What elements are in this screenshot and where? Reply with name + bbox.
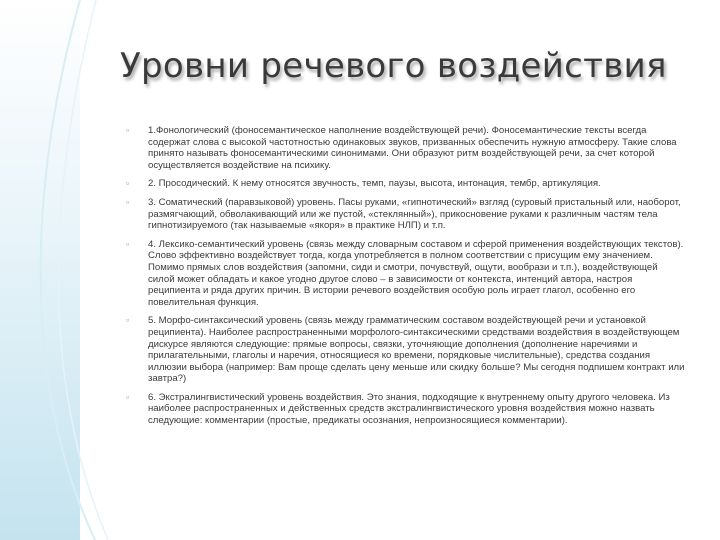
list-item-text: 5. Морфо-синтаксический уровень (связь между грамматическим составом воздействующей речи и установкой реципиента). Наиболее распространенными морфолого-синтаксическими средствами воздействия в воздействующем дискурсе являются следующие: прямые вопросы, связки, уточняющие дополнения (дополнение наречиями и прилагательными, глаголы и наречия, относящиеся ко времени, порядковые числительные), средства создания иллюзии выбора (например: Вам проще сделать цену меньше или скидку больше? Мы сегодня подпишем контракт или завтра?): [148, 315, 685, 385]
bullet-icon: ▫: [126, 391, 130, 402]
slide-title: Уровни речевого воздействия: [120, 46, 667, 86]
bullet-list: [126, 125, 686, 434]
bullet-icon: ▫: [126, 196, 130, 207]
bullet-icon: ▫: [126, 178, 130, 189]
list-item: [126, 125, 686, 171]
bullet-icon: ▫: [126, 125, 130, 135]
list-item: [126, 315, 686, 385]
list-item-text: 6. Экстралингвистический уровень воздействия. Это знания, подходящие к внутреннему опыту другого человека. Из наиболее распространенных и действенных средств экстралингвистического уровня воздействия можно назвать следующие: комментарии (простые, предикаты осознания, непроизносящиеся комментарии).: [148, 391, 670, 427]
list-item-text: 4. Лексико-семантический уровень (связь между словарным составом и сферой применения воздействующих текстов). Слово эффективно воздействует тогда, когда употребляется в полном соответствии с присущим ему значением. Помимо прямых слов воздействия (запомни, сиди и смотри, почувствуй, ощути, вообрази и т.п.), воздействующей силой может обладать и какое угодно другое слово – в зависимости от контекста, интенций автора, настроя реципиента и ряда других причин. В истории речевого воздействия особую роль играет глагол, особенно его повелительная функция.: [148, 238, 684, 308]
list-item: [126, 392, 686, 427]
bullet-icon: ▫: [126, 315, 130, 326]
list-item-text: 1.Фонологический (фоносемантическое наполнение воздействующей речи). Фоносемантические тексты всегда содержат слова с высокой частотностью одинаковых звуков, призванных обеспечить нужную атмосферу. Такие слова принято называть фоносемантическими синонимами. Они образуют ритм воздействующей речи, за счет которой осуществляется воздействие на психику.: [148, 125, 677, 171]
list-item-text: 3. Соматический (паравзыковой) уровень. Пасы руками, «гипнотический» взгляд (суровый пристальный или, наоборот, размягчающий, обволакивающий или же пустой, «стеклянный»), прикосновение руками к различным частям тела гипнотизируемого (так называемые «якоря» в практике НЛП) и т.п.: [148, 196, 681, 232]
list-item-text: 2. Просодический. К нему относятся звучность, темп, паузы, высота, интонация, тембр, артикуляция.: [148, 178, 601, 190]
list-item: [126, 178, 686, 190]
bullet-icon: ▫: [126, 238, 130, 249]
list-item: [126, 197, 686, 232]
list-item: [126, 239, 686, 309]
